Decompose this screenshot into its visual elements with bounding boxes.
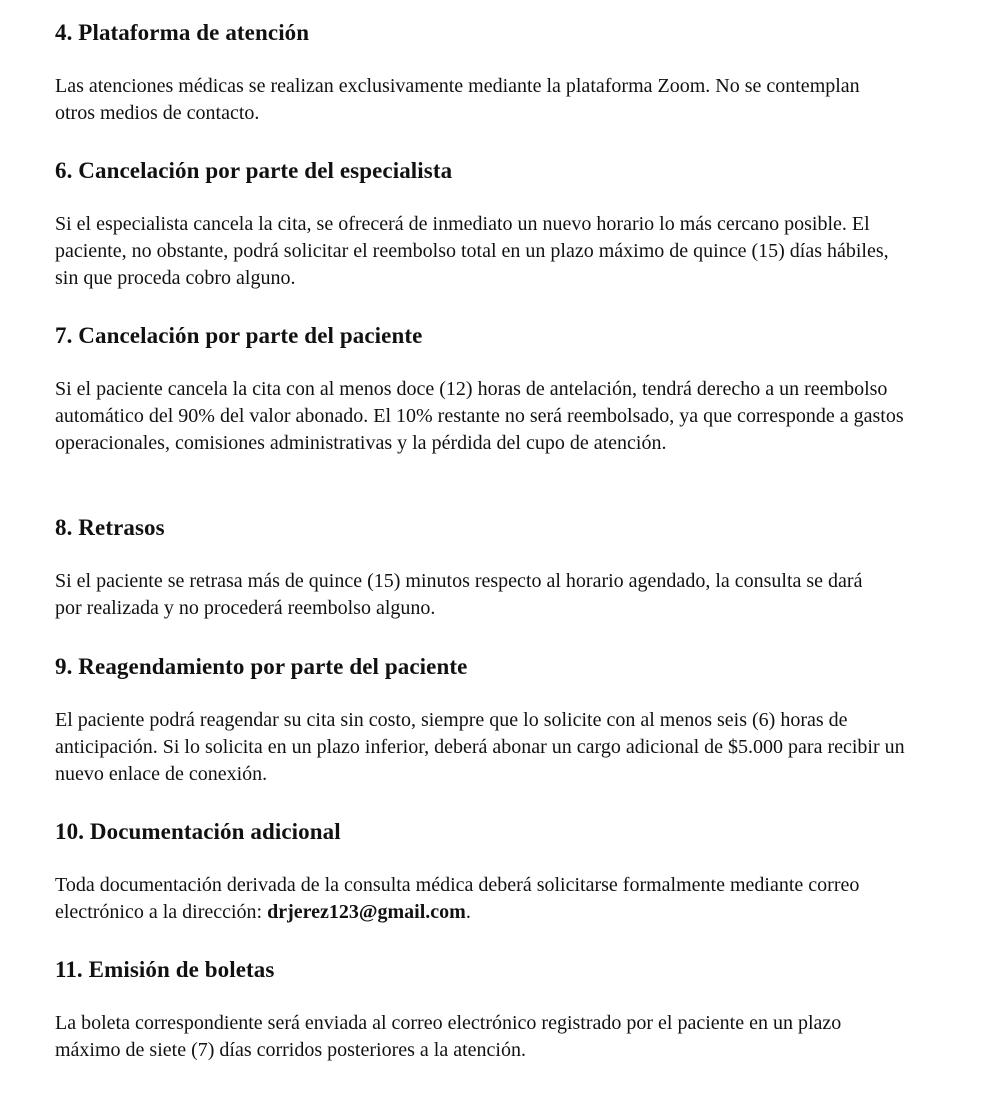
section-title: 6. Cancelación por parte del especialista: [55, 158, 453, 183]
section-emision-boletas: [55, 956, 935, 1064]
section-body: La boleta correspondiente será enviada al correo electrónico registrado por el paciente en un plazo máximo de siete (7) días corridos posteriores a la atención.: [55, 1012, 842, 1061]
section-cancelacion-especialista: [55, 157, 935, 292]
body-text-suffix: .: [465, 901, 471, 923]
section-plataforma-atencion: [55, 19, 935, 127]
section-title: 4. Plataforma de atención: [55, 20, 310, 45]
section-body: Si el paciente se retrasa más de quince (15) minutos respecto al horario agendado, la consulta se dará por realizada y no procederá reembolso alguno.: [55, 570, 863, 619]
section-body: [55, 872, 875, 926]
section-title: 7. Cancelación por parte del paciente: [55, 323, 423, 348]
email-address: drjerez123@gmail.com: [267, 901, 466, 923]
section-retrasos: [55, 514, 935, 622]
body-text: Toda documentación derivada de la consulta médica deberá solicitarse formalmente mediante correo electrónico a la dirección:: [55, 874, 860, 923]
section-body: Si el paciente cancela la cita con al menos doce (12) horas de antelación, tendrá derecho a un reembolso automático del 90% del valor abonado. El 10% restante no será reembolsado, ya que corresponde a gastos operacionales, comisiones administrativas y la pérdida del cupo de atención.: [55, 378, 904, 454]
section-reagendamiento: [55, 653, 935, 788]
section-title: 9. Reagendamiento por parte del paciente: [55, 654, 468, 679]
section-body: El paciente podrá reagendar su cita sin costo, siempre que lo solicite con al menos seis (6) horas de anticipación. Si lo solicita en un plazo inferior, deberá abonar un cargo adicional de $5.000 para recibir un nuevo enlace de conexión.: [55, 709, 905, 785]
section-title: 11. Emisión de boletas: [55, 957, 275, 982]
section-documentacion-adicional: [55, 818, 935, 926]
section-cancelacion-paciente: [55, 322, 935, 457]
section-body: Si el especialista cancela la cita, se ofrecerá de inmediato un nuevo horario lo más cercano posible. El paciente, no obstante, podrá solicitar el reembolso total en un plazo máximo de quince (15) días hábiles, sin que proceda cobro alguno.: [55, 213, 889, 289]
section-title: 8. Retrasos: [55, 515, 165, 540]
section-title: 10. Documentación adicional: [55, 819, 341, 844]
section-body: Las atenciones médicas se realizan exclusivamente mediante la plataforma Zoom. No se contemplan otros medios de contacto.: [55, 75, 860, 124]
